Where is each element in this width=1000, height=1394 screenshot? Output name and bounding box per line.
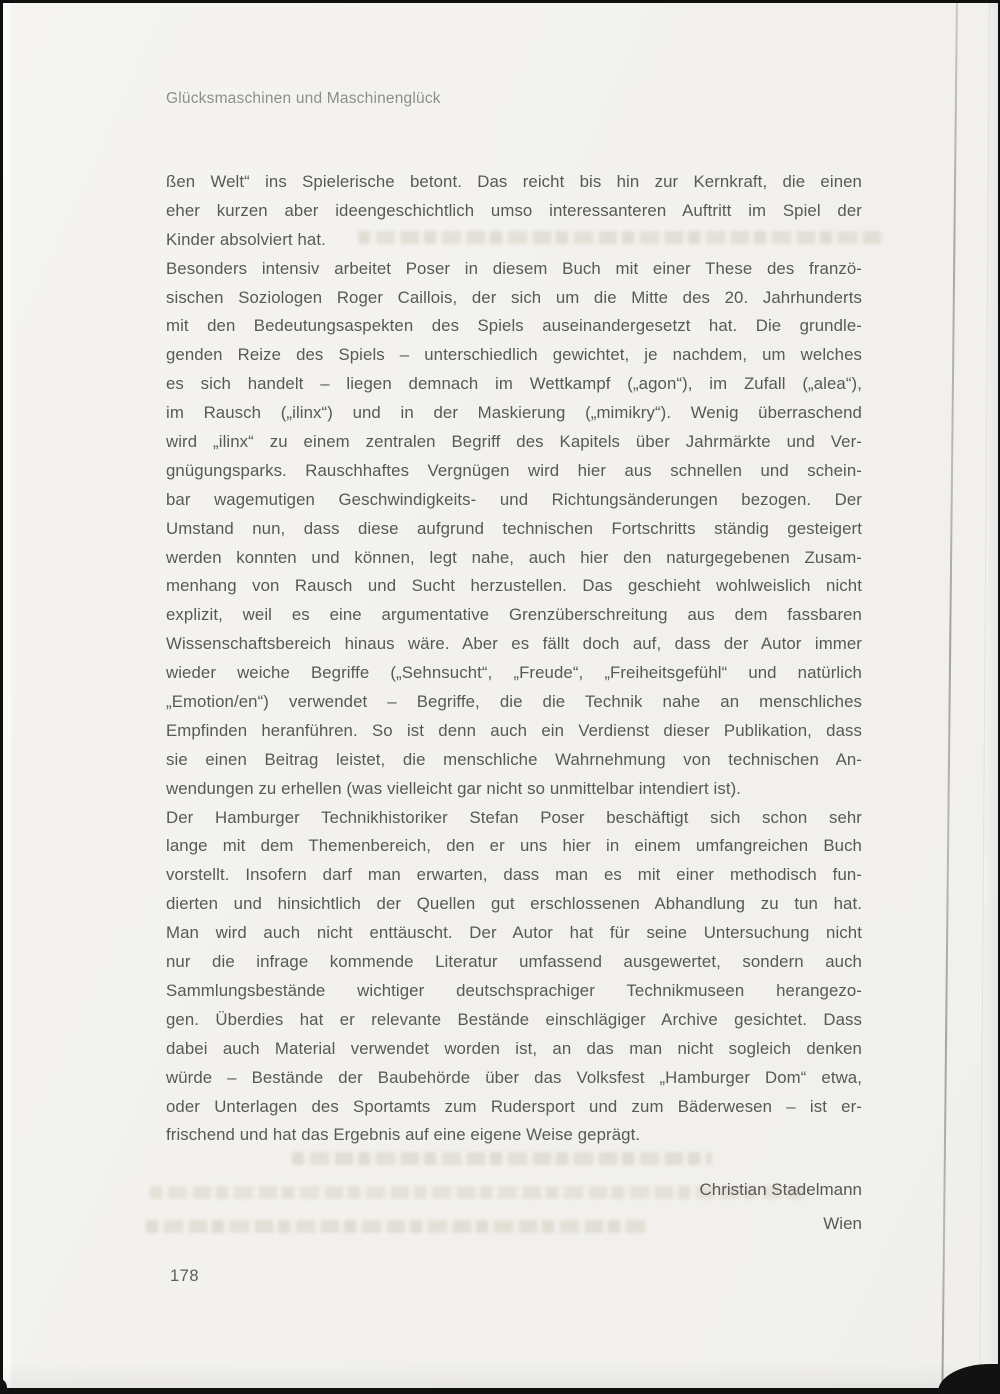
text-line: Man wird auch nicht enttäuscht. Der Autor hat für seine Untersuchung nicht [166, 923, 862, 943]
text-line: sie einen Beitrag leistet, die menschliche Wahrnehmung von technischen An- [166, 749, 862, 769]
text-line: explizit, weil es eine argumentative Grenzüberschreitung aus dem fassbaren [166, 605, 862, 625]
review-signature [699, 1173, 862, 1241]
text-line: bar wagemutigen Geschwindigkeits- und Richtungsänderungen bezogen. Der [166, 489, 862, 509]
reviewer-name: Christian Stadelmann [699, 1180, 862, 1199]
body-text [166, 168, 862, 1150]
text-line: nur die infrage kommende Literatur umfassend ausgewertet, sondern auch [166, 952, 862, 972]
text-line: eher kurzen aber ideengeschichtlich umso interessanteren Auftritt im Spiel der [166, 200, 862, 220]
text-line: frischend und hat das Ergebnis auf eine eigene Weise geprägt. [166, 1125, 641, 1145]
text-line: Sammlungsbestände wichtiger deutschsprachiger Technikmuseen herangezo- [166, 980, 862, 1000]
text-line: im Rausch („ilinx“) und in der Maskierung („mimikry“). Wenig überraschend [166, 403, 862, 423]
text-line: mit den Bedeutungsaspekten des Spiels auseinandergesetzt hat. Die grundle- [166, 316, 862, 336]
text-line: oder Unterlagen des Sportamts zum Rudersport und zum Bäderwesen – ist er- [166, 1096, 862, 1116]
page-edge-highlight [2, 3, 11, 1388]
text-line: Besonders intensiv arbeitet Poser in diesem Buch mit einer These des franzö- [166, 258, 862, 278]
text-line: ßen Welt“ ins Spielerische betont. Das reicht bis hin zur Kernkraft, die einen [166, 172, 862, 191]
right-edge-shadow [986, 0, 1000, 1394]
running-header: Glücksmaschinen und Maschinenglück [166, 90, 441, 107]
text-line: würde – Bestände der Baubehörde über das Volksfest „Hamburger Dom“ etwa, [166, 1067, 862, 1087]
text-line: wendungen zu erhellen (was vielleicht gar nicht so unmittelbar intendiert ist). [166, 778, 742, 798]
text-line: „Emotion/en“) verwendet – Begriffe, die die Technik nahe an menschliches [166, 692, 862, 712]
text-line: menhang von Rausch und Sucht herzustellen. Das geschieht wohlweislich nicht [166, 576, 862, 596]
text-line: dierten und hinsichtlich der Quellen gut erschlossenen Abhandlung zu tun hat. [166, 894, 862, 914]
text-line: werden konnten und können, legt nahe, auch hier den naturgegebenen Zusam- [166, 547, 862, 567]
text-line: es sich handelt – liegen demnach im Wettkampf („agon“), im Zufall („alea“), [166, 374, 862, 394]
text-line: vorstellt. Insofern darf man erwarten, dass man es mit einer methodisch fun- [166, 865, 862, 885]
scan-edge-top [0, 0, 1000, 3]
bottom-edge-shadow [0, 1362, 1000, 1388]
text-line: Umstand nun, dass diese aufgrund technischen Fortschritts ständig gesteigert [166, 518, 862, 538]
text-line: Empfinden heranführen. So ist denn auch ein Verdienst dieser Publikation, dass [166, 720, 862, 740]
scan-edge-bottom [0, 1388, 1000, 1394]
scan-edge-left [0, 0, 3, 1394]
bleedthrough-text [292, 1152, 712, 1165]
text-line: dabei auch Material verwendet worden ist, an das man nicht sogleich denken [166, 1038, 862, 1058]
text-line: Der Hamburger Technikhistoriker Stefan Poser beschäftigt sich schon sehr [166, 807, 862, 827]
text-line: genden Reize des Spiels – unterschiedlich gewichtet, je nachdem, um welches [166, 345, 862, 365]
text-line: wird „ilinx“ zu einem zentralen Begriff des Kapitels über Jahrmärkte und Ver- [166, 432, 862, 452]
bleedthrough-text [146, 1220, 646, 1233]
text-line: Kinder absolviert hat. [166, 229, 326, 249]
text-line: sischen Soziologen Roger Caillois, der sich um die Mitte des 20. Jahrhunderts [166, 287, 862, 307]
text-line: gnügungsparks. Rauschhaftes Vergnügen wird hier aus schnellen und schein- [166, 460, 862, 480]
text-line: wieder weiche Begriffe („Sehnsucht“, „Freude“, „Freiheitsgefühl“ und natürlich [166, 663, 862, 683]
text-line: Wissenschaftsbereich hinaus wäre. Aber es fällt doch auf, dass der Autor immer [166, 634, 862, 654]
reviewer-place: Wien [823, 1214, 862, 1233]
text-line: gen. Überdies hat er relevante Bestände einschlägiger Archive gesichtet. Dass [166, 1009, 862, 1029]
page-number: 178 [170, 1267, 200, 1285]
text-line: lange mit dem Themenbereich, den er uns hier in einem umfangreichen Buch [166, 836, 862, 856]
